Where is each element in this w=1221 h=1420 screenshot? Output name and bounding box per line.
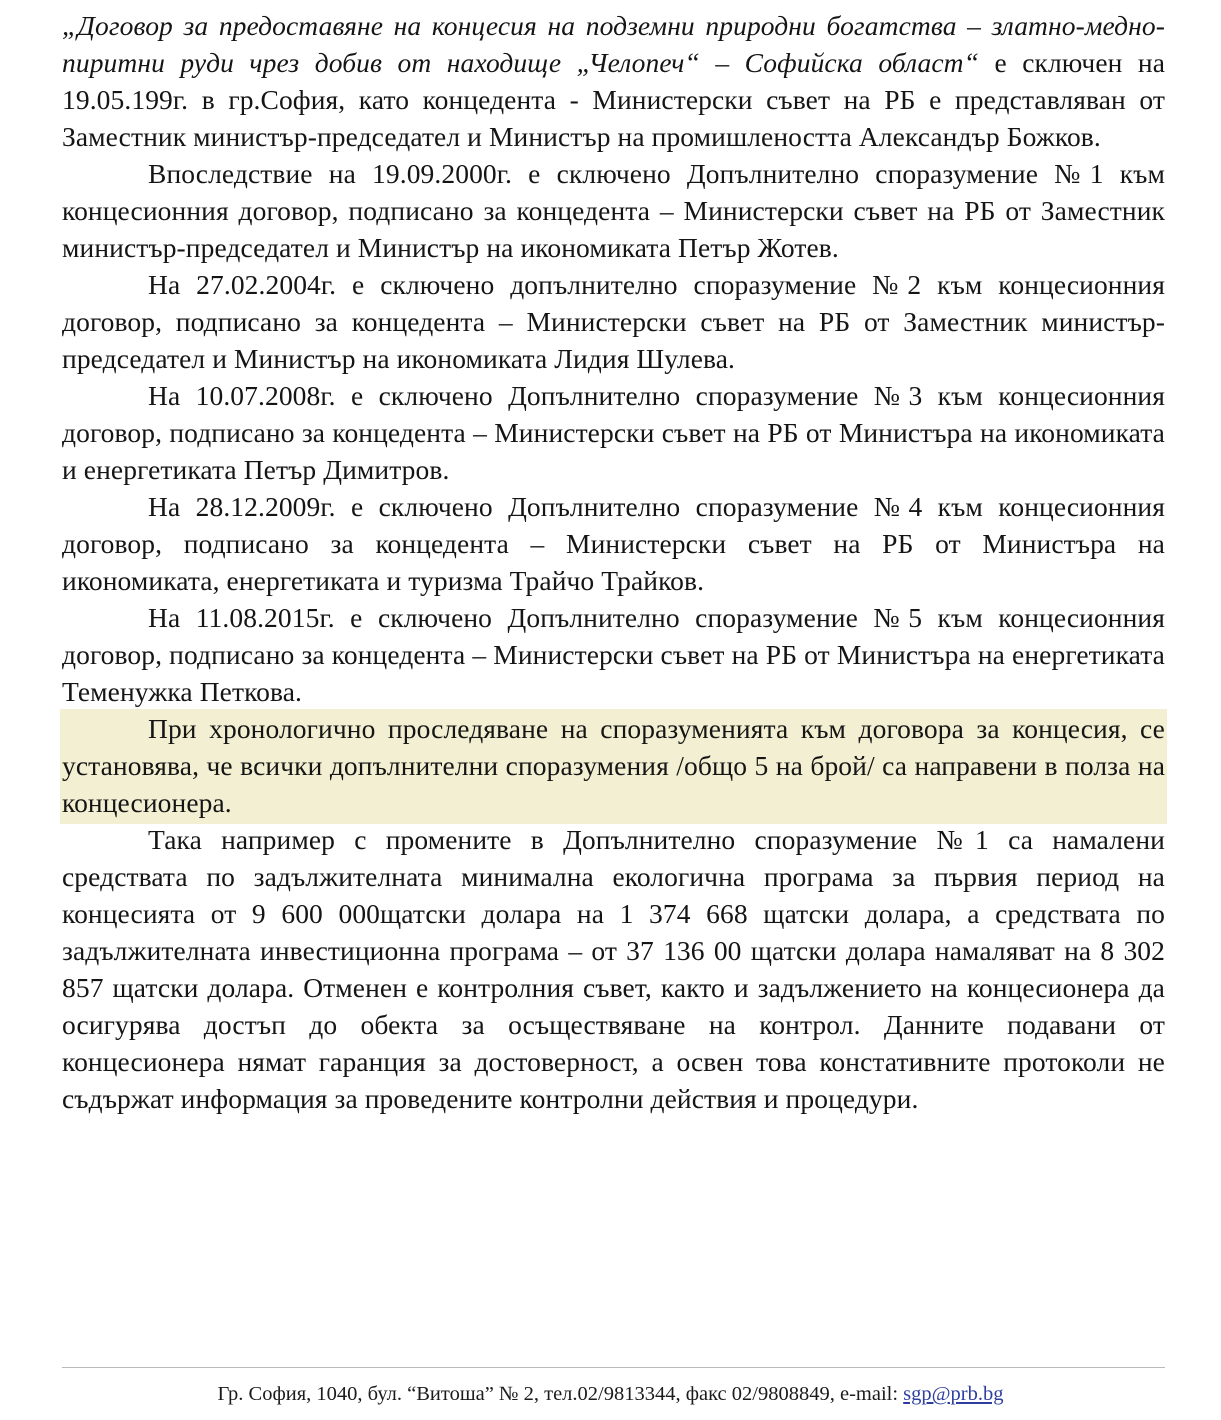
footer-divider — [62, 1367, 1165, 1368]
paragraph-highlighted-conclusion: При хронологично проследяване на споразуменията към договора за концесия, се установява, че всички допълнителни споразумения /общо 5 на брой/ са направени в полза на концесионера. — [62, 711, 1165, 822]
footer-email-link[interactable]: sgp@prb.bg — [903, 1383, 1004, 1405]
paragraph-annex-5: На 11.08.2015г. е сключено Допълнително споразумение №5 към концесионния договор, подписано за концедента – Министерски съвет на РБ от Министъра на енергетиката Теменужка Петкова. — [62, 601, 1165, 707]
page-footer — [0, 1383, 1221, 1406]
paragraph-italic-lead: „Договор за предоставяне на концесия на подземни природни богатства – златно-медно-пиритни руди чрез добив от находище „Челопеч“ – Софийска област“ — [62, 10, 1165, 78]
document-body — [62, 8, 1165, 1118]
paragraph-contract-intro — [62, 8, 1165, 156]
paragraph-example-details: Така например с промените в Допълнително споразумение №1 са намалени средствата по задължителната минимална екологична програма за първия период на концесията от 9 600 000щатски долара на 1 374 668 щатски долара, а средствата по задължителната инвестиционна програма – от 37 136 00 щатски долара намаляват на 8 302 857 щатски долара. Отменен е контролния съвет, както и задължението на концесионера да осигурява достъп до обекта за осъществяване на контрол. Данните подавани от концесионера нямат гаранция за достоверност, а освен това констативните протоколи не съдържат информация за проведените контролни действия и процедури. — [62, 823, 1165, 1114]
paragraph-annex-3: На 10.07.2008г. е сключено Допълнително споразумение №3 към концесионния договор, подписано за концедента – Министерски съвет на РБ от Министъра на икономиката и енергетиката Петър Димитров. — [62, 379, 1165, 485]
paragraph-annex-2: На 27.02.2004г. е сключено допълнително споразумение №2 към концесионния договор, подписано за концедента – Министерски съвет на РБ от Заместник министър-председател и Министър на икономиката Лидия Шулева. — [62, 268, 1165, 374]
paragraph-annex-4: На 28.12.2009г. е сключено Допълнително споразумение №4 към концесионния договор, подписано за концедента – Министерски съвет на РБ от Министъра на икономиката, енергетиката и туризма Трайчо Трайков. — [62, 490, 1165, 596]
paragraph-annex-1: Впоследствие на 19.09.2000г. е сключено Допълнително споразумение №1 към концесионния договор, подписано за концедента – Министерски съвет на РБ от Заместник министър-председател и Министър на икономиката Петър Жотев. — [62, 157, 1165, 263]
paragraph-text: е сключен на 19.05.199г. в гр.София, като концедента - Министерски съвет на РБ е представляван от Заместник министър-председател и Министър на промишлеността Александър Божков. — [62, 46, 1166, 152]
footer-address: Гр. София, 1040, бул. “Витоша” № 2, тел.02/9813344, факс 02/9808849, e-mail: — [217, 1383, 904, 1405]
